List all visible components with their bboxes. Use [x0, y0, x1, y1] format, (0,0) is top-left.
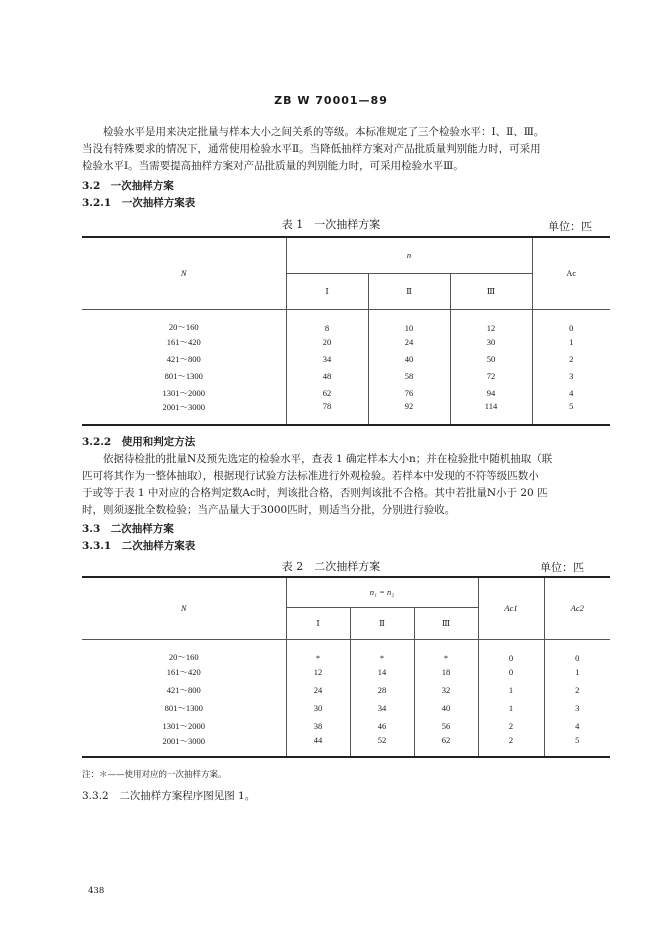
t2-r1-c2: 14: [350, 663, 414, 681]
section-3-2-2-heading: 3.2.2 使用和判定方法: [82, 436, 196, 448]
t1-r5-c4: 5: [532, 401, 610, 425]
t2-r4-c0: 1301～2000: [162, 721, 205, 731]
page-number: 438: [88, 886, 105, 896]
table2-header-N: N: [82, 577, 286, 639]
intro-line-3: 检验水平Ⅰ。当需要提高抽样方案对产品批质量的判别能力时，可采用检验水平Ⅲ。: [82, 160, 464, 172]
t2-r3-c2: 34: [350, 699, 414, 717]
method-line-3: 于或等于表 1 中对应的合格判定数Ac时，判该批合格，否则判该批不合格。其中若批量N小于 20 匹: [82, 487, 548, 499]
t2-r2-c5: 2: [544, 681, 610, 699]
document-header: ZB W 70001—89: [274, 94, 388, 107]
t2-r0-c2: *: [350, 639, 414, 663]
section-3-2-heading: 3.2 一次抽样方案: [82, 180, 174, 192]
t1-r0-c0: 20～160: [168, 322, 199, 332]
t1-r1-c4: 1: [532, 333, 610, 350]
t1-r2-c0: 421～800: [166, 353, 201, 364]
table1-header-N: N: [82, 237, 286, 309]
t1-r2-c4: 2: [532, 350, 610, 367]
section-3-3-2-text: 3.3.2 二次抽样方案程序图见图 1。: [82, 790, 256, 802]
table1-caption: 表 1 一次抽样方案: [281, 218, 381, 231]
t1-r5-c3: 114: [450, 401, 532, 425]
t2-r0-c3: *: [414, 639, 478, 663]
t2-r3-c3: 40: [414, 699, 478, 717]
table2-caption: 表 2 二次抽样方案: [281, 560, 381, 573]
t2-r0-c1: *: [286, 639, 350, 663]
t1-r2-c1: 34: [286, 350, 368, 367]
t1-r3-c3: 72: [450, 367, 532, 384]
t2-r2-c1: 24: [286, 681, 350, 699]
t2-r3-c5: 3: [544, 699, 610, 717]
table2-level-1: Ⅰ: [286, 607, 350, 639]
t2-r5-c3: 62: [414, 735, 478, 757]
t1-r1-c0: 161～420: [166, 336, 201, 347]
t2-r1-c3: 18: [414, 663, 478, 681]
t2-r4-c2: 46: [350, 717, 414, 735]
table2: [82, 576, 610, 758]
table1-level-2: Ⅱ: [368, 273, 450, 309]
section-3-3-1-heading: 3.3.1 二次抽样方案表: [82, 540, 196, 552]
t2-r0-c0: 20～160: [168, 652, 199, 662]
table2-unit: 单位：匹: [540, 561, 584, 574]
t2-r1-c5: 1: [544, 663, 610, 681]
t2-r5-c5: 5: [544, 735, 610, 757]
t1-r4-c0: 1301～2000: [162, 387, 205, 398]
table2-level-2: Ⅱ: [350, 607, 414, 639]
t2-r5-c0: 2001～3000: [82, 735, 286, 757]
t1-r5-c1: 78: [286, 401, 368, 425]
table1: [82, 236, 610, 426]
table2-note: 注：＊——使用对应的一次抽样方案。: [82, 770, 227, 780]
t2-r4-c5: 4: [544, 717, 610, 735]
t2-r5-c1: 44: [286, 735, 350, 757]
t2-r5-c4: 2: [478, 735, 544, 757]
t1-r1-c2: 24: [368, 333, 450, 350]
t2-r2-c3: 32: [414, 681, 478, 699]
t2-r4-c3: 56: [414, 717, 478, 735]
t1-r1-c3: 30: [450, 333, 532, 350]
intro-line-1: 检验水平是用来决定批量与样本大小之间关系的等级。本标准规定了三个检验水平：Ⅰ、Ⅱ、Ⅲ。: [103, 126, 545, 138]
t2-r2-c0: 421～800: [166, 685, 201, 695]
t1-r4-c4: 4: [532, 384, 610, 401]
t2-r2-c2: 28: [350, 681, 414, 699]
section-3-3-heading: 3.3 二次抽样方案: [82, 523, 174, 535]
method-line-1: 依据待检批的批量N及预先选定的检验水平，查表 1 确定样本大小n；并在检验批中随机抽取（联: [103, 453, 553, 465]
t1-r3-c1: 48: [286, 367, 368, 384]
intro-line-2: 当没有特殊要求的情况下，通常使用检验水平Ⅱ。当降低抽样方案对产品批质量判别能力时，可采用: [82, 143, 541, 155]
t2-r3-c0: 801～1300: [164, 703, 203, 713]
table1-level-1: Ⅰ: [286, 273, 368, 309]
t1-r4-c3: 94: [450, 384, 532, 401]
t2-r0-c4: 0: [478, 639, 544, 663]
t2-r1-c0: 161～420: [166, 667, 201, 677]
t1-r3-c4: 3: [532, 367, 610, 384]
t2-r4-c4: 2: [478, 717, 544, 735]
t1-r0-c1: 8: [286, 309, 368, 333]
table2-header-ac1: Ac1: [478, 577, 544, 639]
t1-r5-c0: 2001～3000: [82, 401, 286, 425]
t2-r2-c4: 1: [478, 681, 544, 699]
t1-r4-c1: 62: [286, 384, 368, 401]
t2-r1-c4: 0: [478, 663, 544, 681]
t2-r1-c1: 12: [286, 663, 350, 681]
table1-header-n: n: [286, 237, 532, 273]
t1-r0-c4: 0: [532, 309, 610, 333]
table1-header-ac: Ac: [532, 237, 610, 309]
table1-level-3: Ⅲ: [450, 273, 532, 309]
t1-r1-c1: 20: [286, 333, 368, 350]
t1-r3-c2: 58: [368, 367, 450, 384]
method-line-2: 匹可将其作为一整体抽取），根据现行试验方法标准进行外观检验。若样本中发现的不符等级匹数小: [82, 470, 539, 482]
method-line-4: 时，则须逐批全数检验；当产品量大于3000匹时，则适当分批，分别进行验收。: [82, 504, 456, 516]
section-3-2-1-heading: 3.2.1 一次抽样方案表: [82, 197, 196, 209]
table1-unit: 单位：匹: [548, 220, 592, 233]
t1-r0-c3: 12: [450, 309, 532, 333]
t1-r4-c2: 76: [368, 384, 450, 401]
t1-r2-c2: 40: [368, 350, 450, 367]
t2-r3-c1: 30: [286, 699, 350, 717]
t2-r5-c2: 52: [350, 735, 414, 757]
t2-r4-c1: 38: [286, 717, 350, 735]
t1-r2-c3: 50: [450, 350, 532, 367]
table2-header-ac2: Ac2: [544, 577, 610, 639]
table2-level-3: Ⅲ: [414, 607, 478, 639]
table2-header-n: n₁ = n₂: [286, 577, 478, 607]
t1-r5-c2: 92: [368, 401, 450, 425]
t2-r0-c5: 0: [544, 639, 610, 663]
t1-r0-c2: 10: [368, 309, 450, 333]
t2-r3-c4: 1: [478, 699, 544, 717]
t1-r3-c0: 801～1300: [164, 370, 203, 381]
